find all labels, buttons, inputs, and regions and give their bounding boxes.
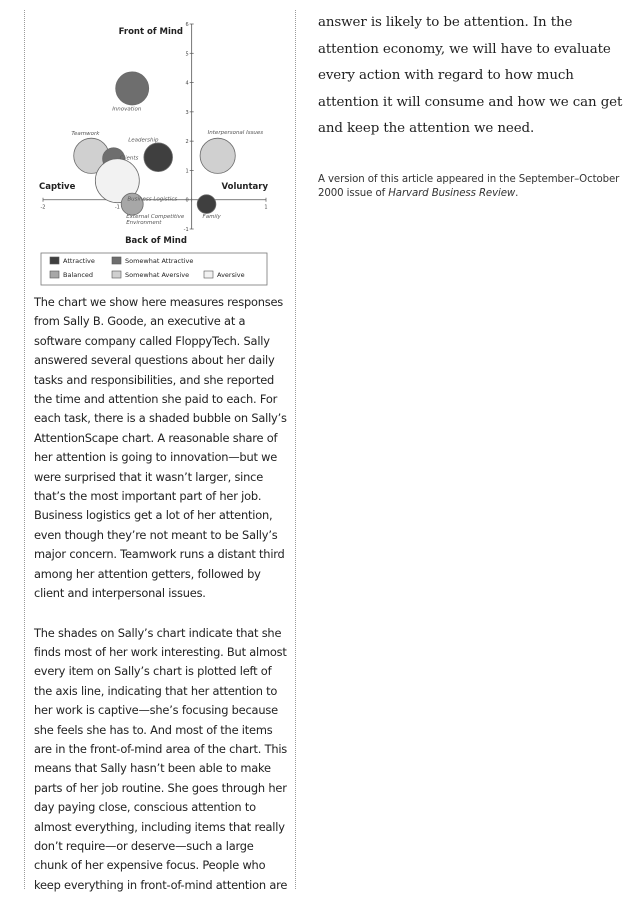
axis-label-bottom: Back of Mind bbox=[125, 236, 187, 246]
sidebar-right-rule bbox=[295, 10, 296, 889]
x-tick-label: -1 bbox=[114, 204, 120, 211]
attentionscape-chart bbox=[28, 14, 288, 292]
legend-label: Aversive bbox=[217, 271, 245, 279]
sidebar-paragraph-1: The chart we show here measures responses from Sally B. Goode, an executive at a software company called FloppyTech. Sally answered several questions about her daily tasks and responsibilities, and she reported the time and attention she paid to each. For each task, there is a shaded bubble on Sally’s AttentionScape chart. A reasonable share of her attention is going to innovation—but we were surprised that it wasn’t larger, since that’s the most important part of her job. Business logistics get a lot of her attention, even though they’re not meant to be Sally’s major concern. Teamwork runs a distant third among her attention getters, followed by client and interpersonal issues. bbox=[34, 295, 287, 601]
legend-swatch bbox=[112, 271, 121, 278]
bubble bbox=[116, 72, 149, 105]
bubble-label: Innovation bbox=[112, 106, 142, 113]
main-paragraph: answer is likely to be attention. In the attention economy, we will have to evaluate every action with regard to how much attention it will consume and how we can get and keep the attention we need. bbox=[318, 15, 623, 136]
bubble-label-line: Environment bbox=[126, 220, 162, 227]
bubble-label: Teamwork bbox=[71, 130, 100, 137]
y-tick-label: 0 bbox=[185, 197, 189, 204]
bubble-label: Leadership bbox=[128, 137, 159, 144]
y-tick-label: 4 bbox=[185, 80, 189, 87]
footnote-suffix: . bbox=[515, 187, 519, 199]
legend-label: Somewhat Aversive bbox=[125, 271, 190, 279]
axis-label-left: Captive bbox=[39, 182, 76, 192]
bubble bbox=[200, 138, 235, 173]
bubble-label bbox=[126, 214, 185, 226]
chart-legend bbox=[41, 253, 267, 285]
footnote-prefix: A version of this article appeared in the September–October 2000 issue of bbox=[318, 173, 620, 199]
legend-swatch bbox=[204, 271, 213, 278]
y-tick-label: 5 bbox=[185, 51, 189, 58]
sidebar-text bbox=[34, 293, 290, 915]
bubble-label: Business Logistics bbox=[127, 196, 178, 203]
y-tick-label: 3 bbox=[185, 109, 189, 116]
bubble-label: Family bbox=[202, 214, 221, 221]
legend-swatch bbox=[112, 257, 121, 264]
legend-label: Attractive bbox=[63, 257, 95, 265]
axis-label-top: Front of Mind bbox=[118, 27, 183, 37]
x-tick-label: 1 bbox=[264, 204, 268, 211]
x-tick-label: -2 bbox=[40, 204, 46, 211]
bubble bbox=[197, 195, 216, 214]
bubble-label: Clients bbox=[119, 155, 139, 162]
y-tick-label: -1 bbox=[183, 227, 189, 233]
y-tick-label: 2 bbox=[185, 139, 189, 146]
sidebar-left-rule bbox=[24, 10, 25, 889]
publication-footnote bbox=[318, 173, 630, 201]
attentionscape-chart-svg bbox=[28, 14, 288, 292]
legend-swatch bbox=[50, 257, 59, 264]
main-column bbox=[318, 10, 630, 201]
footnote-source: Harvard Business Review bbox=[388, 187, 516, 199]
legend-swatch bbox=[50, 271, 59, 278]
legend-label: Somewhat Attractive bbox=[125, 257, 194, 265]
legend-label: Balanced bbox=[63, 271, 94, 279]
bubble bbox=[144, 143, 173, 172]
sidebar-paragraph-2: The shades on Sally’s chart indicate that she finds most of her work interesting. But almost every item on Sally’s chart is plotted left of the axis line, indicating that her attention to her work is captive—she’s focusing because she feels she has to. And most of the items are in the front-of-mind area of the chart. This means that Sally hasn’t been able to make parts of her job routine. She goes through her day paying close, conscious attention to almost everything, including items that really don’t require—or deserve—such a large chunk of her expensive focus. People who keep everything in front-of-mind attention are bbox=[34, 625, 288, 892]
y-tick-label: 1 bbox=[185, 168, 189, 175]
y-tick-label: 6 bbox=[185, 22, 189, 28]
bubble-label-line: External Competitive bbox=[126, 214, 185, 221]
axis-label-right: Voluntary bbox=[221, 182, 268, 192]
bubble-label: Interpersonal Issues bbox=[207, 129, 264, 136]
